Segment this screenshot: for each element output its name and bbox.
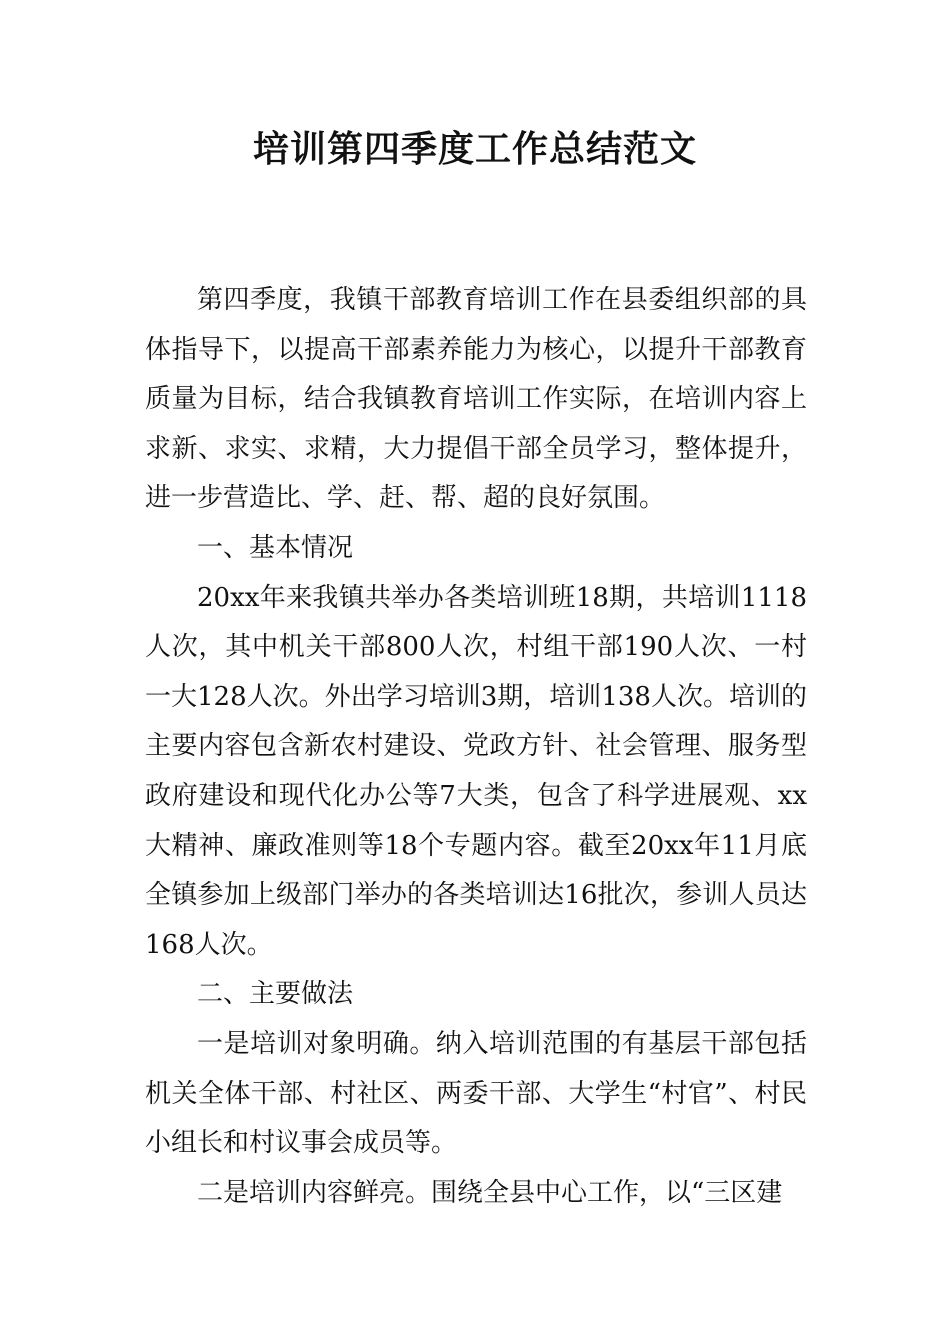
practice-item-2-paragraph: 二是培训内容鲜亮。围绕全县中心工作，以“三区建 xyxy=(197,1177,783,1208)
practice-item-1-paragraph: 一是培训对象明确。纳入培训范围的有基层干部包括机关全体干部、村社区、两委干部、大学生“村官”、村民小组长和村议事会成员等。 xyxy=(145,1028,807,1159)
intro-paragraph: 第四季度，我镇干部教育培训工作在县委组织部的具体指导下，以提高干部素养能力为核心，以提升干部教育质量为目标，结合我镇教育培训工作实际，在培训内容上求新、求实、求精，大力提倡干部全员学习，整体提升，进一步营造比、学、赶、帮、超的良好氛围。 xyxy=(145,285,807,514)
document-title: 培训第四季度工作总结范文 xyxy=(252,129,697,170)
section-heading-basic-situation: 一、基本情况 xyxy=(197,532,354,563)
basic-situation-paragraph: 20xx年来我镇共举办各类培训班18期，共培训1118人次，其中机关干部800人次，村组干部190人次、一村一大128人次。外出学习培训3期，培训138人次。培训的主要内容包含新农村建设、党政方针、社会管理、服务型政府建设和现代化办公等7大类，包含了科学进展观、xx大精神、廉政准则等18个专题内容。截至20xx年11月底全镇参加上级部门举办的各类培训达16批次，参训人员达168人次。 xyxy=(145,582,807,960)
document-body xyxy=(145,276,807,1218)
section-heading-main-practices: 二、主要做法 xyxy=(197,979,354,1010)
